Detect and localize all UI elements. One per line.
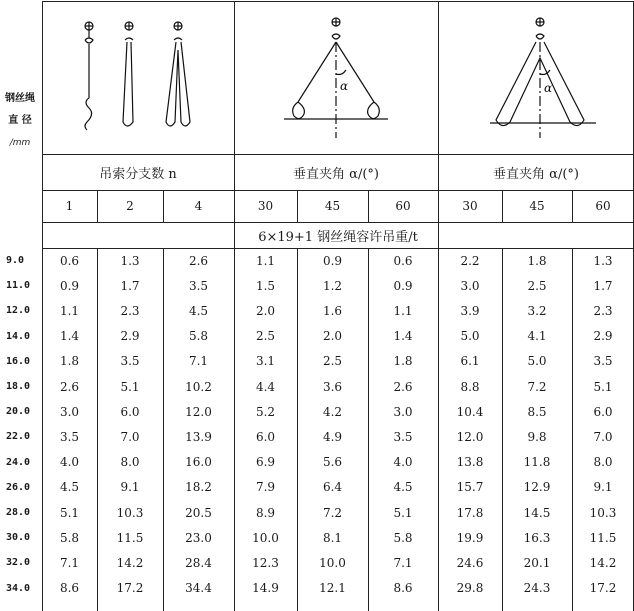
load-value-cell: 1.1 — [393, 303, 413, 318]
load-value-cell: 0.6 — [59, 253, 80, 268]
load-value-cell: 2.0 — [255, 303, 276, 318]
load-value-cell: 7.1 — [393, 555, 413, 570]
load-value-cell: 1.8 — [59, 354, 80, 369]
load-value-cell: 0.9 — [322, 253, 343, 268]
rope-diameter-value: 9.0 — [6, 255, 25, 267]
load-value-cell: 9.1 — [593, 480, 613, 495]
grid-vline — [368, 248, 369, 611]
load-value-cell: 5.0 — [527, 354, 547, 369]
sling-branch-figure — [45, 10, 233, 150]
column-header: 30 — [462, 199, 478, 213]
load-value-cell: 6.4 — [322, 480, 343, 495]
load-value-cell: 1.6 — [322, 303, 343, 318]
grid-vline — [368, 190, 369, 222]
load-value-cell: 17.8 — [456, 505, 484, 520]
vertical-angle-label-a: 垂直夹角 α/(°) — [293, 166, 379, 182]
load-value-cell: 1.3 — [593, 253, 613, 268]
load-value-cell: 14.2 — [116, 555, 144, 570]
load-value-cell: 1.2 — [322, 278, 343, 293]
load-value-cell: 11.8 — [523, 455, 551, 470]
angle-label-b: α — [544, 81, 553, 95]
grid-vline — [502, 190, 503, 222]
rope-diameter-value: 11.0 — [6, 280, 31, 292]
load-value-cell: 1.8 — [393, 354, 413, 369]
grid-vline — [97, 190, 98, 222]
load-value-cell: 12.9 — [523, 480, 551, 495]
rope-diameter-header — [0, 88, 40, 154]
load-value-cell: 12.0 — [185, 404, 212, 419]
load-value-cell: 28.4 — [185, 555, 212, 570]
load-value-cell: 29.8 — [456, 581, 484, 596]
load-value-cell: 0.9 — [393, 278, 413, 293]
load-value-cell: 2.3 — [593, 303, 613, 318]
rope-diameter-value: 26.0 — [6, 481, 31, 493]
rope-diameter-value: 34.0 — [6, 582, 31, 594]
load-value-cell: 3.9 — [460, 303, 480, 318]
load-value-cell: 2.9 — [120, 329, 140, 344]
grid-vline — [163, 190, 164, 222]
branch-count-label: 吊索分支数 n — [99, 166, 177, 182]
rope-diameter-value: 16.0 — [6, 355, 31, 367]
grid-vline — [572, 190, 573, 222]
load-value-cell: 3.5 — [59, 429, 80, 444]
load-value-cell: 6.0 — [593, 404, 613, 419]
grid-vline — [438, 1, 439, 611]
load-value-cell: 5.8 — [188, 329, 209, 344]
load-value-cell: 12.3 — [252, 555, 279, 570]
load-value-cell: 14.2 — [589, 555, 617, 570]
load-value-cell: 2.5 — [322, 354, 343, 369]
load-value-cell: 3.5 — [593, 354, 613, 369]
load-value-cell: 7.0 — [120, 429, 140, 444]
load-value-cell: 7.1 — [188, 354, 209, 369]
table-subtitle: 6×19+1 钢丝绳容许吊重/t — [258, 229, 418, 245]
grid-vline — [297, 248, 298, 611]
load-value-cell: 16.3 — [523, 530, 551, 545]
load-value-cell: 4.4 — [255, 379, 276, 394]
load-value-cell: 5.1 — [393, 505, 413, 520]
load-value-cell: 3.5 — [120, 354, 140, 369]
load-value-cell: 7.2 — [527, 379, 547, 394]
load-value-cell: 3.5 — [188, 278, 209, 293]
load-value-cell: 1.8 — [527, 253, 547, 268]
load-value-cell: 2.6 — [188, 253, 209, 268]
load-value-cell: 5.1 — [593, 379, 613, 394]
load-value-cell: 1.7 — [120, 278, 140, 293]
load-value-cell: 6.0 — [120, 404, 140, 419]
load-value-cell: 1.1 — [59, 303, 80, 318]
vertical-angle-label-b: 垂直夹角 α/(°) — [493, 166, 579, 182]
load-value-cell: 9.8 — [527, 429, 547, 444]
grid-vline — [234, 1, 235, 611]
load-value-cell: 3.0 — [393, 404, 413, 419]
grid-hline — [42, 190, 634, 191]
grid-hline — [42, 154, 634, 155]
rope-diameter-value: 22.0 — [6, 431, 31, 443]
load-value-cell: 8.5 — [527, 404, 547, 419]
rope-diameter-value: 18.0 — [6, 381, 31, 393]
load-value-cell: 1.7 — [593, 278, 613, 293]
rope-diameter-value: 14.0 — [6, 330, 31, 342]
load-value-cell: 2.5 — [527, 278, 547, 293]
load-value-cell: 5.8 — [393, 530, 413, 545]
load-value-cell: 1.5 — [255, 278, 276, 293]
load-value-cell: 14.5 — [523, 505, 551, 520]
grid-vline — [572, 248, 573, 611]
load-value-cell: 8.6 — [59, 581, 80, 596]
load-value-cell: 2.2 — [460, 253, 480, 268]
load-value-cell: 0.6 — [393, 253, 413, 268]
load-value-cell: 2.6 — [393, 379, 413, 394]
column-header: 45 — [529, 199, 545, 213]
load-value-cell: 2.6 — [59, 379, 80, 394]
load-value-cell: 13.8 — [456, 455, 484, 470]
column-header: 2 — [126, 199, 134, 213]
load-value-cell: 1.4 — [59, 329, 80, 344]
load-value-cell: 11.5 — [589, 530, 617, 545]
column-header: 60 — [395, 199, 411, 213]
load-value-cell: 5.2 — [255, 404, 276, 419]
angle-label-a: α — [340, 79, 349, 93]
load-value-cell: 34.4 — [185, 581, 212, 596]
grid-vline — [42, 1, 43, 248]
load-value-cell: 3.5 — [393, 429, 413, 444]
load-value-cell: 6.0 — [255, 429, 276, 444]
load-value-cell: 18.2 — [185, 480, 212, 495]
grid-hline — [42, 222, 634, 223]
load-value-cell: 2.3 — [120, 303, 140, 318]
load-value-cell: 20.1 — [523, 555, 551, 570]
grid-hline — [42, 1, 634, 2]
load-value-cell: 3.0 — [460, 278, 480, 293]
load-value-cell: 6.9 — [255, 455, 276, 470]
grid-vline — [163, 248, 164, 611]
load-value-cell: 20.5 — [185, 505, 212, 520]
grid-vline — [97, 248, 98, 611]
rope-diameter-value: 12.0 — [6, 305, 31, 317]
load-value-cell: 9.1 — [120, 480, 140, 495]
rope-diameter-value: 20.0 — [6, 406, 31, 418]
load-value-cell: 24.6 — [456, 555, 484, 570]
load-value-cell: 4.9 — [322, 429, 343, 444]
load-value-cell: 5.1 — [59, 505, 80, 520]
load-value-cell: 4.5 — [59, 480, 80, 495]
load-value-cell: 1.3 — [120, 253, 140, 268]
load-value-cell: 17.2 — [116, 581, 144, 596]
rope-diameter-header-line1: 钢丝绳 — [5, 93, 35, 104]
rope-diameter-header-line2: 直 径 — [8, 115, 32, 126]
load-value-cell: 2.5 — [255, 329, 276, 344]
load-value-cell: 10.0 — [252, 530, 279, 545]
load-value-cell: 2.9 — [593, 329, 613, 344]
grid-vline — [42, 248, 43, 611]
load-value-cell: 3.6 — [322, 379, 343, 394]
load-value-cell: 8.0 — [593, 455, 613, 470]
load-value-cell: 7.9 — [255, 480, 276, 495]
rope-diameter-unit: /mm — [9, 138, 31, 148]
load-value-cell: 4.5 — [393, 480, 413, 495]
load-value-cell: 23.0 — [185, 530, 212, 545]
load-value-cell: 8.0 — [120, 455, 140, 470]
load-value-cell: 10.3 — [589, 505, 617, 520]
load-value-cell: 4.2 — [322, 404, 343, 419]
load-value-cell: 14.9 — [252, 581, 279, 596]
load-value-cell: 3.1 — [255, 354, 276, 369]
load-value-cell: 1.1 — [255, 253, 276, 268]
column-header: 30 — [257, 199, 274, 213]
load-value-cell: 15.7 — [456, 480, 484, 495]
load-value-cell: 1.4 — [393, 329, 413, 344]
load-value-cell: 8.6 — [393, 581, 413, 596]
rope-diameter-value: 32.0 — [6, 557, 31, 569]
load-value-cell: 8.1 — [322, 530, 343, 545]
column-header: 1 — [65, 199, 74, 213]
load-value-cell: 13.9 — [185, 429, 212, 444]
load-value-cell: 5.0 — [460, 329, 480, 344]
load-value-cell: 4.0 — [393, 455, 413, 470]
rope-diameter-value: 24.0 — [6, 456, 31, 468]
load-value-cell: 19.9 — [456, 530, 484, 545]
load-value-cell: 0.9 — [59, 278, 80, 293]
load-value-cell: 5.8 — [59, 530, 80, 545]
load-value-cell: 10.3 — [116, 505, 144, 520]
grid-vline — [502, 248, 503, 611]
four-leg-angle-figure — [440, 10, 634, 150]
rope-diameter-value: 30.0 — [6, 532, 31, 544]
load-value-cell: 3.2 — [527, 303, 547, 318]
load-value-cell: 8.9 — [255, 505, 276, 520]
load-value-cell: 3.0 — [59, 404, 80, 419]
load-value-cell: 17.2 — [589, 581, 617, 596]
load-value-cell: 7.0 — [593, 429, 613, 444]
load-value-cell: 12.0 — [456, 429, 484, 444]
load-value-cell: 16.0 — [185, 455, 212, 470]
load-value-cell: 4.0 — [59, 455, 80, 470]
grid-vline — [297, 190, 298, 222]
column-header: 45 — [324, 199, 341, 213]
load-value-cell: 10.0 — [319, 555, 346, 570]
load-value-cell: 5.6 — [322, 455, 343, 470]
load-value-cell: 8.8 — [460, 379, 480, 394]
load-value-cell: 5.1 — [120, 379, 140, 394]
load-value-cell: 7.1 — [59, 555, 80, 570]
two-leg-angle-figure — [236, 10, 436, 150]
grid-hline — [42, 248, 634, 249]
load-value-cell: 11.5 — [116, 530, 144, 545]
load-value-cell: 4.1 — [527, 329, 547, 344]
column-header: 4 — [194, 199, 203, 213]
load-value-cell: 10.2 — [185, 379, 212, 394]
load-value-cell: 4.5 — [188, 303, 209, 318]
load-value-cell: 2.0 — [322, 329, 343, 344]
load-value-cell: 6.1 — [460, 354, 480, 369]
rope-diameter-value: 28.0 — [6, 507, 31, 519]
load-value-cell: 10.4 — [456, 404, 484, 419]
column-header: 60 — [595, 199, 611, 213]
load-value-cell: 12.1 — [319, 581, 346, 596]
load-value-cell: 24.3 — [523, 581, 551, 596]
load-value-cell: 7.2 — [322, 505, 343, 520]
